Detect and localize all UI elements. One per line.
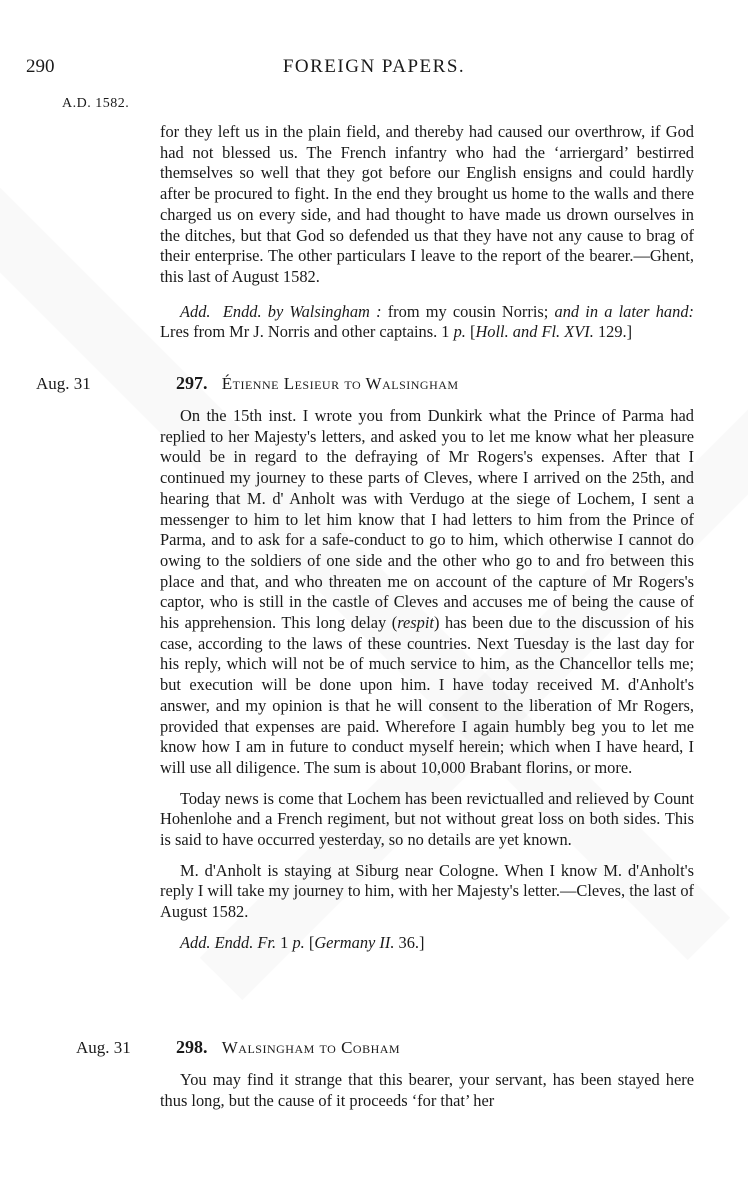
note-297-ref-open: [ bbox=[304, 932, 315, 952]
running-head: FOREIGN PAPERS. bbox=[282, 56, 466, 77]
entry-number-298: 298. bbox=[176, 1037, 208, 1057]
continuation-section bbox=[160, 122, 694, 343]
entry-names-297: Étienne Lesieur to Walsingham bbox=[221, 374, 459, 393]
continuation-text: for they left us in the plain field, and thereby had caused our overthrow, if God had not blessed us. The French infantry who had the ‘arriergard’ bestirred themselves so well that they got before our English ensigns and could hardly after be procured to fight. In the end they brought us home to the walls and there charged us on every side, and had thought to have made us drown ourselves in the ditches, but that God so defended us that they have not any cause to brag of their enterprise. The other particulars I leave to the report of the bearer.—Ghent, this last of August 1582. bbox=[160, 122, 694, 286]
note-p: p. bbox=[453, 322, 466, 342]
note-297-ref-num: 36. bbox=[394, 932, 420, 952]
note-ref-close: ] bbox=[626, 322, 633, 342]
para1-text: On the 15th inst. I wrote you from Dunkirk what the Prince of Parma had replied to her Majesty's letters, and asked you to let me know what her pleasure would be in regard to the defraying of Mr Rogers's expenses. After that I continued my journey to these parts of Cleves, where I arrived on the 25th, and hearing that M. d' Anholt was with Verdugo at the siege of Lochem, I sent a messenger to him to let him know that I had letters to him from the Prince of Parma, and to ask for a safe-conduct to go to him, which otherwise I cannot do owing to the soldiers of one side and the other who go to and fro between this place and that, and who threaten me on account of the capture of Mr Rogers's captor, who is still in the castle of Cleves and accuses me of being the cause of his apprehension. This long delay ( bbox=[160, 406, 694, 633]
page-number: 290 bbox=[26, 56, 55, 77]
entry-date-298: Aug. 31 bbox=[76, 1038, 131, 1057]
entry-297-body bbox=[160, 406, 694, 954]
note-from: from my cousin Norris; bbox=[381, 301, 555, 321]
note-add: Add. bbox=[180, 301, 211, 321]
note-ref-num: 129. bbox=[593, 322, 627, 342]
note-endd: Endd. by Walsingham : bbox=[222, 301, 382, 321]
note-ref-open: [ bbox=[465, 322, 476, 342]
note-ref: Holl. and Fl. XVI. bbox=[475, 322, 594, 342]
note-297-italic: Add. Endd. Fr. bbox=[180, 932, 277, 952]
entry-number-297: 297. bbox=[176, 373, 208, 393]
continuation-note bbox=[160, 302, 694, 343]
entry-297-note bbox=[160, 933, 694, 954]
note-later: and in a later hand: bbox=[554, 301, 694, 321]
entry-date-297: Aug. 31 bbox=[36, 374, 91, 393]
note-297-p: p. bbox=[292, 932, 305, 952]
note-lres: Lres from Mr J. Norris and other captains. 1 bbox=[160, 322, 450, 342]
entry-heading-298 bbox=[176, 1037, 400, 1058]
entry-298-text: You may find it strange that this bearer, your servant, has been stayed here thus long, but the cause of it proceeds ‘for that’ her bbox=[160, 1070, 694, 1110]
note-297-ref-close: ] bbox=[419, 932, 425, 952]
note-297-plain: 1 bbox=[276, 932, 293, 952]
entry-heading-297 bbox=[176, 373, 459, 394]
entry-297-paragraph-1 bbox=[160, 406, 694, 779]
year-marginal: A.D. 1582. bbox=[62, 96, 130, 111]
entry-297-paragraph-2: Today news is come that Lochem has been revictualled and relieved by Count Hohenlohe and a French regiment, but not without great loss on both sides. This is said to have occurred yesterday, so no details are yet known. bbox=[160, 788, 694, 850]
entry-298-body bbox=[160, 1070, 694, 1111]
para1-rest: ) has been due to the discussion of his case, according to the laws of these countries. Next Tuesday is the last day for his reply, which will not be of much service to him, as the Chancellor tells me; but execution will be done upon him. I have today received M. d'Anholt's answer, and my opinion is that he will consent to the liberation of Mr Rogers, provided that expenses are paid. Wherefore I again humbly beg you to let me know how I am in future to conduct myself herein; which when I have heard, I will use all diligence. The sum is about 10,000 Brabant florins, or more. bbox=[160, 613, 694, 777]
note-297-ref: Germany II. bbox=[314, 932, 395, 952]
entry-297-paragraph-3: M. d'Anholt is staying at Siburg near Cologne. When I know M. d'Anholt's reply I will take my journey to him, with her Majesty's letter.—Cleves, the last of August 1582. bbox=[160, 860, 694, 922]
entry-names-298: Walsingham to Cobham bbox=[221, 1038, 401, 1057]
para1-italic: respit bbox=[397, 613, 434, 633]
